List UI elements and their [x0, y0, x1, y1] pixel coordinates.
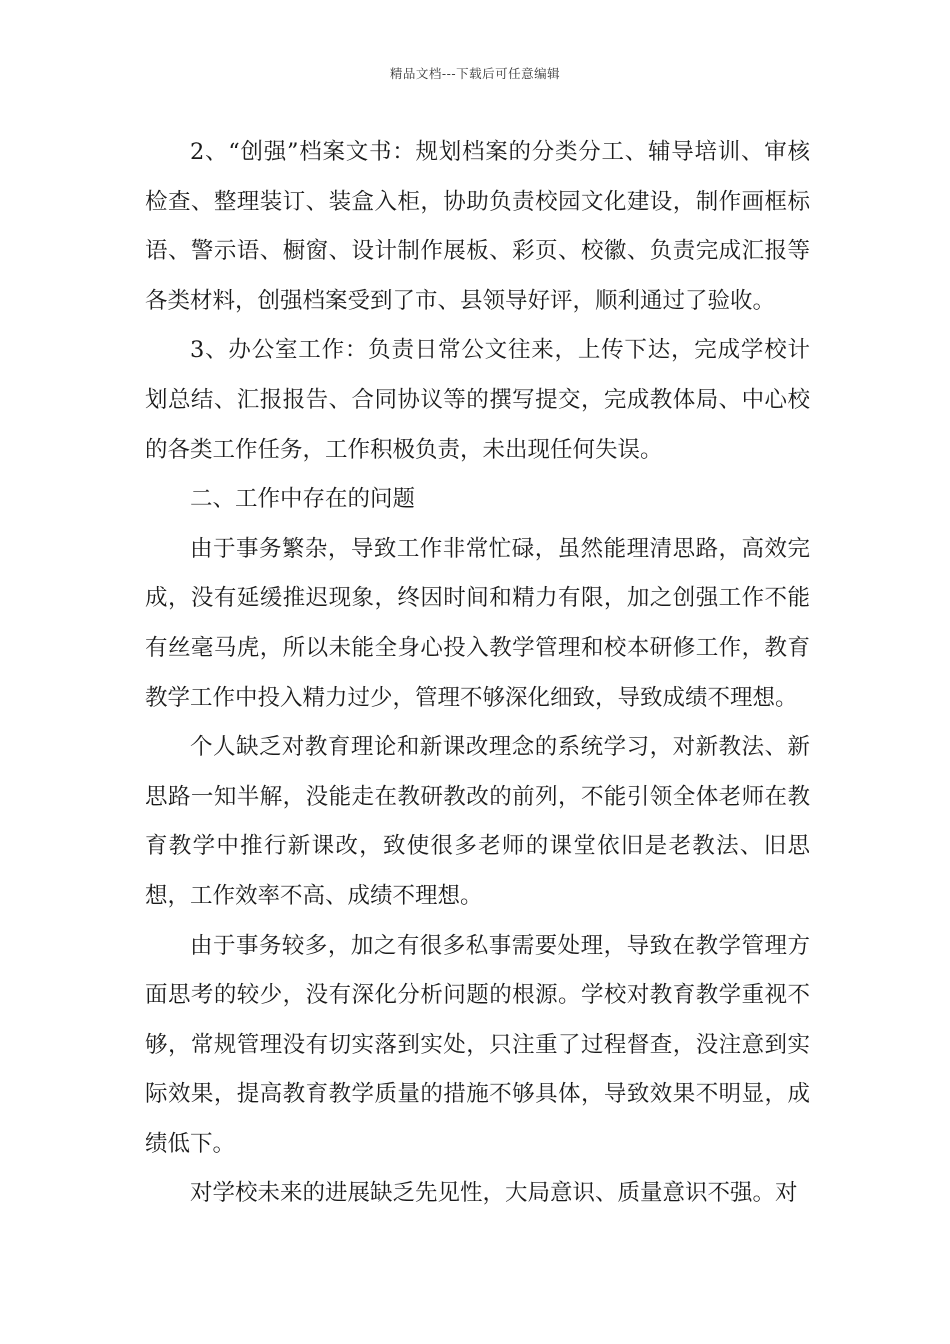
page-header: 精品文档---下载后可任意编辑	[389, 66, 561, 81]
section-heading-problems: 二、工作中存在的问题	[190, 486, 416, 513]
paragraph-office-work: 3、办公室工作：负责日常公文往来，上传下达，完成学校计划总结、汇报报告、合同协议等的撰写提交，完成教体局、中心校的各类工作任务，工作积极负责，未出现任何失误。	[145, 337, 810, 463]
paragraph-theory-study: 个人缺乏对教育理论和新课改理念的系统学习，对新教法、新思路一知半解，没能走在教研教改的前列，不能引领全体老师在教育教学中推行新课改，致使很多老师的课堂依旧是老教法、旧思想，工作效率不高、成绩不理想。	[145, 734, 810, 909]
paragraph-busy-work: 由于事务繁杂，导致工作非常忙碌，虽然能理清思路，高效完成，没有延缓推迟现象，终因时间和精力有限，加之创强工作不能有丝毫马虎，所以未能全身心投入教学管理和校本研修工作，教育教学工作中投入精力过少，管理不够深化细致，导致成绩不理想。	[145, 535, 810, 711]
paragraph-archive-work: 2、“创强”档案文书：规划档案的分类分工、辅导培训、审核检查、整理装订、装盒入柜，协助负责校园文化建设，制作画框标语、警示语、橱窗、设计制作展板、彩页、校徽、负责完成汇报等各类材料，创强档案受到了市、县领导好评，顺利通过了验收。	[145, 139, 810, 314]
paragraph-management: 由于事务较多，加之有很多私事需要处理，导致在教学管理方面思考的较少，没有深化分析问题的根源。学校对教育教学重视不够，常规管理没有切实落到实处，只注重了过程督查，没注意到实际效果，提高教育教学质量的措施不够具体，导致效果不明显，成绩低下。	[145, 932, 810, 1157]
paragraph-future: 对学校未来的进展缺乏先见性，大局意识、质量意识不强。对	[190, 1180, 798, 1207]
document-body	[145, 128, 810, 1219]
